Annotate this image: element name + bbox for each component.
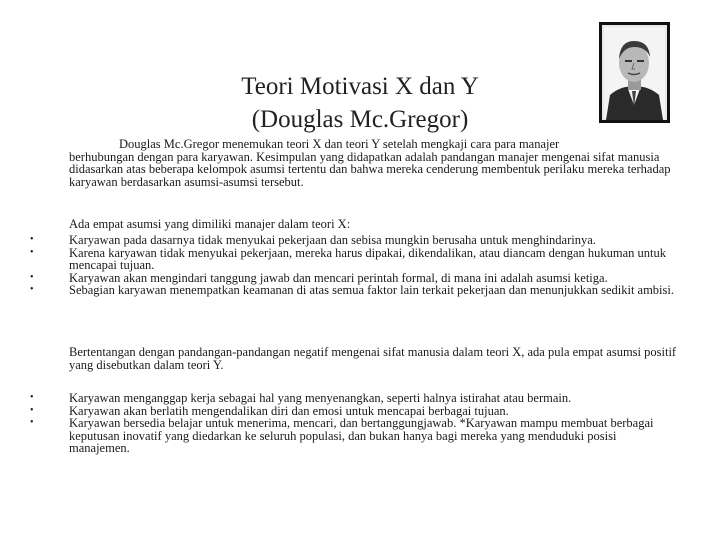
bullet-icon: • [30,417,34,429]
bullet-icon: • [30,392,34,403]
list-item-text: Sebagian karyawan menempatkan keamanan di atas semua faktor lain terkait pekerjaan dan menunjukkan sedikit ambisi. [69,283,674,298]
list-item [0,284,679,297]
theory-x-lead: Ada empat asumsi yang dimiliki manajer dalam teori X: [69,217,351,231]
theory-y-list [0,392,679,455]
intro-rest: berhubungan dengan para karyawan. Kesimpulan yang didapatkan adalah pandangan manajer mengenai sifat manusia didasarkan atas beberapa kelompok asumsi tertentu dan bahwa mereka cenderung membentuk perilaku mereka terhadap karyawan berdasarkan asumsi-asumsi tersebut. [69,149,671,189]
bullet-icon: • [30,404,34,416]
theory-x-list [0,234,679,297]
bullet-icon: • [30,234,34,245]
bullet-icon: • [30,246,34,258]
title-line-1: Teori Motivasi X dan Y [241,73,479,100]
bullet-icon: • [30,284,34,296]
theory-y-lead: Bertentangan dengan pandangan-pandangan negatif mengenai sifat manusia dalam teori X, ada pula empat asumsi positif yang disebutkan dalam teori Y. [69,345,677,372]
list-item-text: Karyawan pada dasarnya tidak menyukai pekerjaan dan sebisa mungkin berusaha untuk menghindarinya. [69,233,596,247]
title-line-2: (Douglas Mc.Gregor) [251,106,469,133]
list-item-text: Karyawan bersedia belajar untuk menerima, mencari, dan bertanggungjawab. *Karyawan mampu membuat berbagai keputusan inovatif yang diedarkan ke seluruh populasi, dan bukan hanya bagi mereka yang menduduki posisi manajemen. [69,416,654,456]
list-item-text: Karena karyawan tidak menyukai pekerjaan, mereka harus dipakai, dikendalikan, atau diancam dengan hukuman untuk mencapai tujuan. [69,245,666,273]
list-item-text: Karyawan akan mengindari tanggung jawab dan mencari perintah formal, di mana ini adalah asumsi ketiga. [69,270,608,285]
list-item-text: Karyawan akan berlatih mengendalikan diri dan emosi untuk mencapai berbagai tujuan. [69,403,509,418]
intro-first-line: Douglas Mc.Gregor menemukan teori X dan teori Y setelah mengkaji cara para manajer [119,137,560,151]
list-item [0,247,679,272]
list-item-text: Karyawan menganggap kerja sebagai hal yang menyenangkan, seperti halnya istirahat atau bermain. [69,391,572,405]
portrait-photo [599,22,670,123]
bullet-icon: • [30,271,34,283]
list-item [0,417,679,455]
intro-paragraph [69,138,679,188]
slide-title [180,70,540,136]
